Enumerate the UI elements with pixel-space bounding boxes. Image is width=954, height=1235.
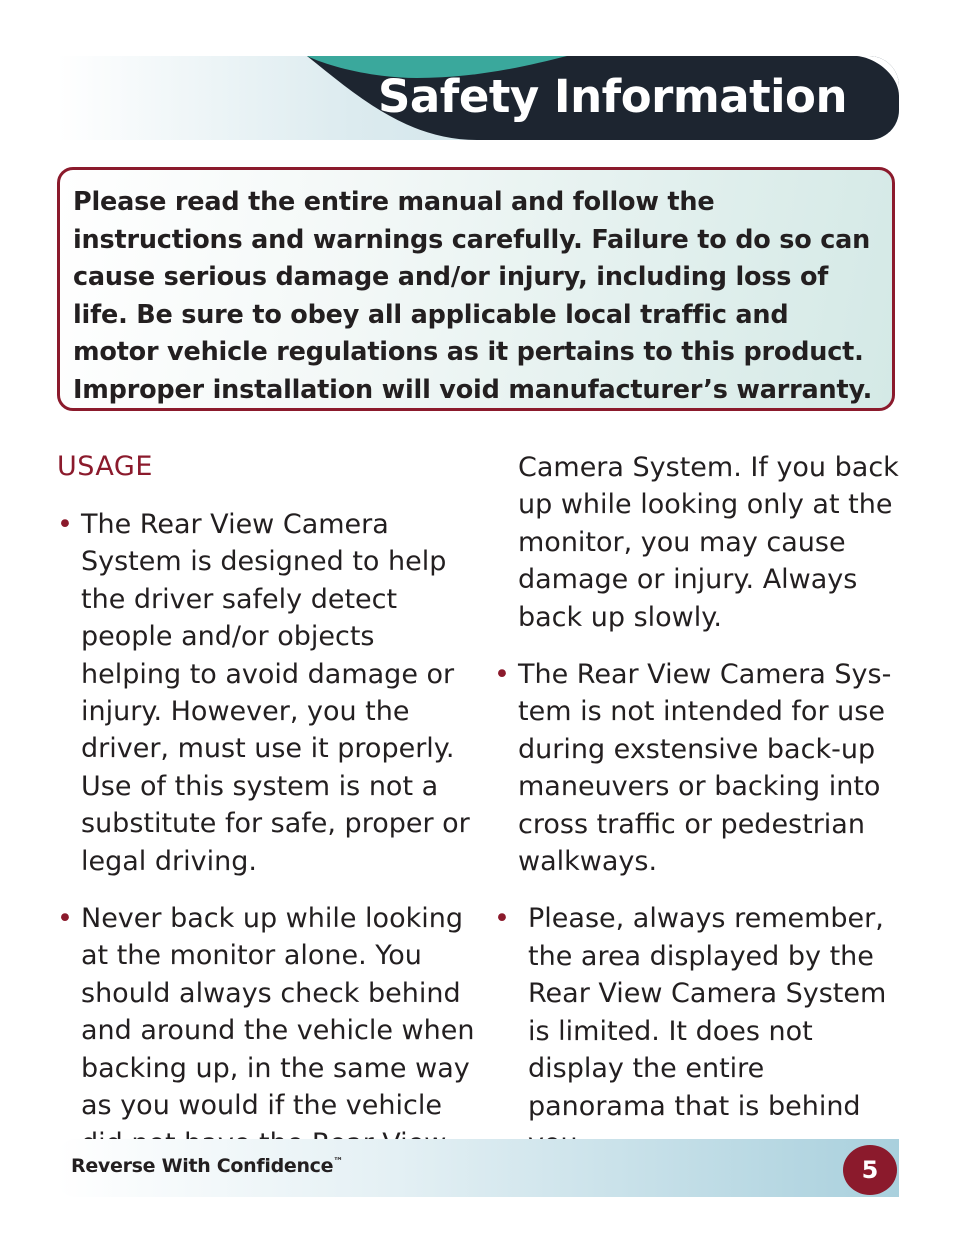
bullet-icon: • [57,903,73,935]
continued-text [494,449,904,636]
warning-box [57,167,895,411]
bullet-icon: • [57,509,73,540]
left-column [57,448,477,1162]
bullet-text: Never back up while looking at the monitor alone. You should always check behind and around the vehicle when backing up, in the same way as you would if the vehicle [81,903,475,1122]
footer-title [71,1155,343,1177]
bullet-text: The Rear View Camera Sys-tem is not intended for use during exstensive back-up maneuvers or backing into cross traffic or pedestrian walkways. [518,659,892,878]
usage-heading: USAGE [57,451,153,482]
page-title: Safety Information [378,70,847,123]
warning-text: Please read the entire manual and follow the instructions and warnings carefully. Failure to do so can cause serious damage and/or injury, including loss of life. Be sure to obey all applicable local traffic and motor vehicle regulations as it pertains to this product. Improper installation will void manufacturer’s warranty. [73,187,873,405]
trademark: ™ [333,1156,343,1168]
header-banner [57,56,899,140]
footer-bar [57,1139,899,1197]
list-item [494,900,904,1162]
list-item [57,900,477,1162]
bullet-icon: • [494,659,510,691]
right-column [494,449,904,1162]
footer-text: Reverse With Confidence [71,1155,334,1177]
list-item [57,506,477,880]
list-item [494,656,904,880]
bullet-text: The Rear View Camera System is designed to help the driver safely detect people and/or objects helping to avoid damage or injury. However, you the driver, must use it properly. Use of this system is not a substitute for safe, proper or legal driving. [81,509,470,877]
page-number: 5 [843,1145,897,1195]
bullet-text: Please, always remember, the area displayed by the Rear View Camera System is limited. It does not display the entire panorama that is behind [528,903,887,1122]
bullet-icon: • [494,903,510,935]
continuation-text: Camera System. If you back up while looking only at the monitor, you may cause damage or injury. Always back up slowly. [518,452,899,633]
